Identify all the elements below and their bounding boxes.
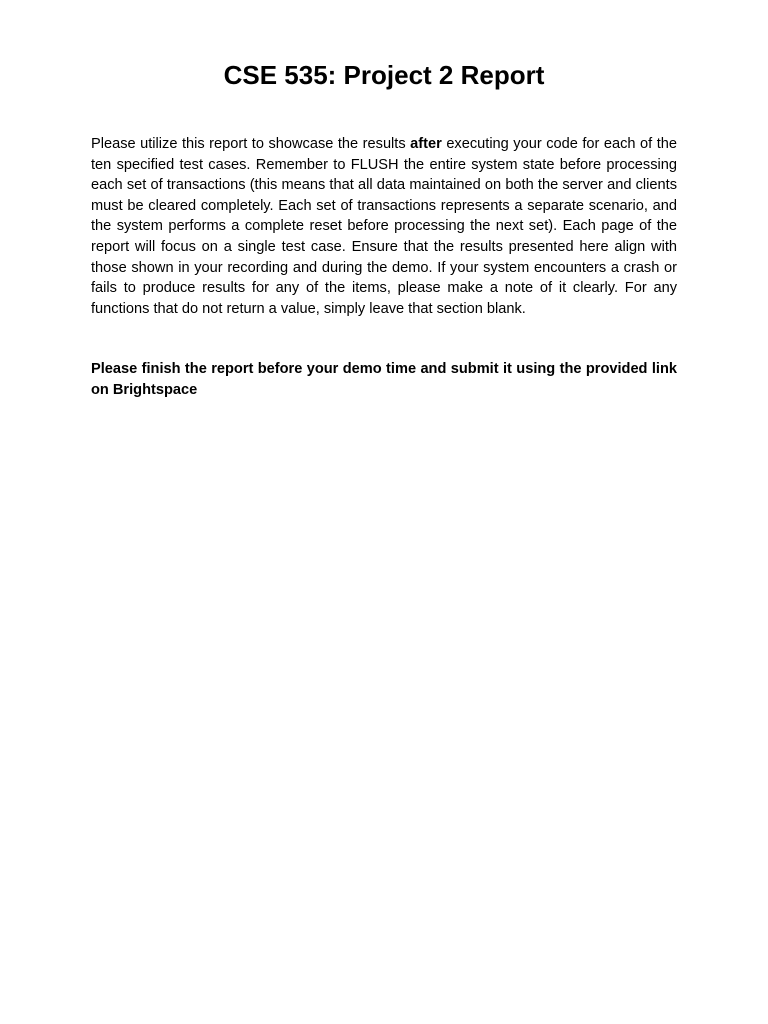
- submission-note: Please finish the report before your demo time and submit it using the provided link on Brightspace: [91, 361, 677, 398]
- instructions-text-end: executing your code for each of the ten specified test cases. Remember to FLUSH the entire system state before processing each set of transactions (this means that all data maintained on both the server and clients must be cleared completely. Each set of transactions represents a separate scenario, and the system performs a complete reset before processing the next set). Each page of the report will focus on a single test case. Ensure that the results presented here align with those shown in your recording and during the demo. If your system encounters a crash or fails to produce results for any of the items, please make a note of it clearly. For any functions that do not return a value, simply leave that section blank.: [91, 136, 678, 317]
- document-title: CSE 535: Project 2 Report: [223, 60, 545, 90]
- instructions-emphasis: after: [410, 136, 442, 152]
- instructions-text-start: Please utilize this report to showcase the results: [91, 136, 411, 152]
- instructions-paragraph: [91, 134, 677, 319]
